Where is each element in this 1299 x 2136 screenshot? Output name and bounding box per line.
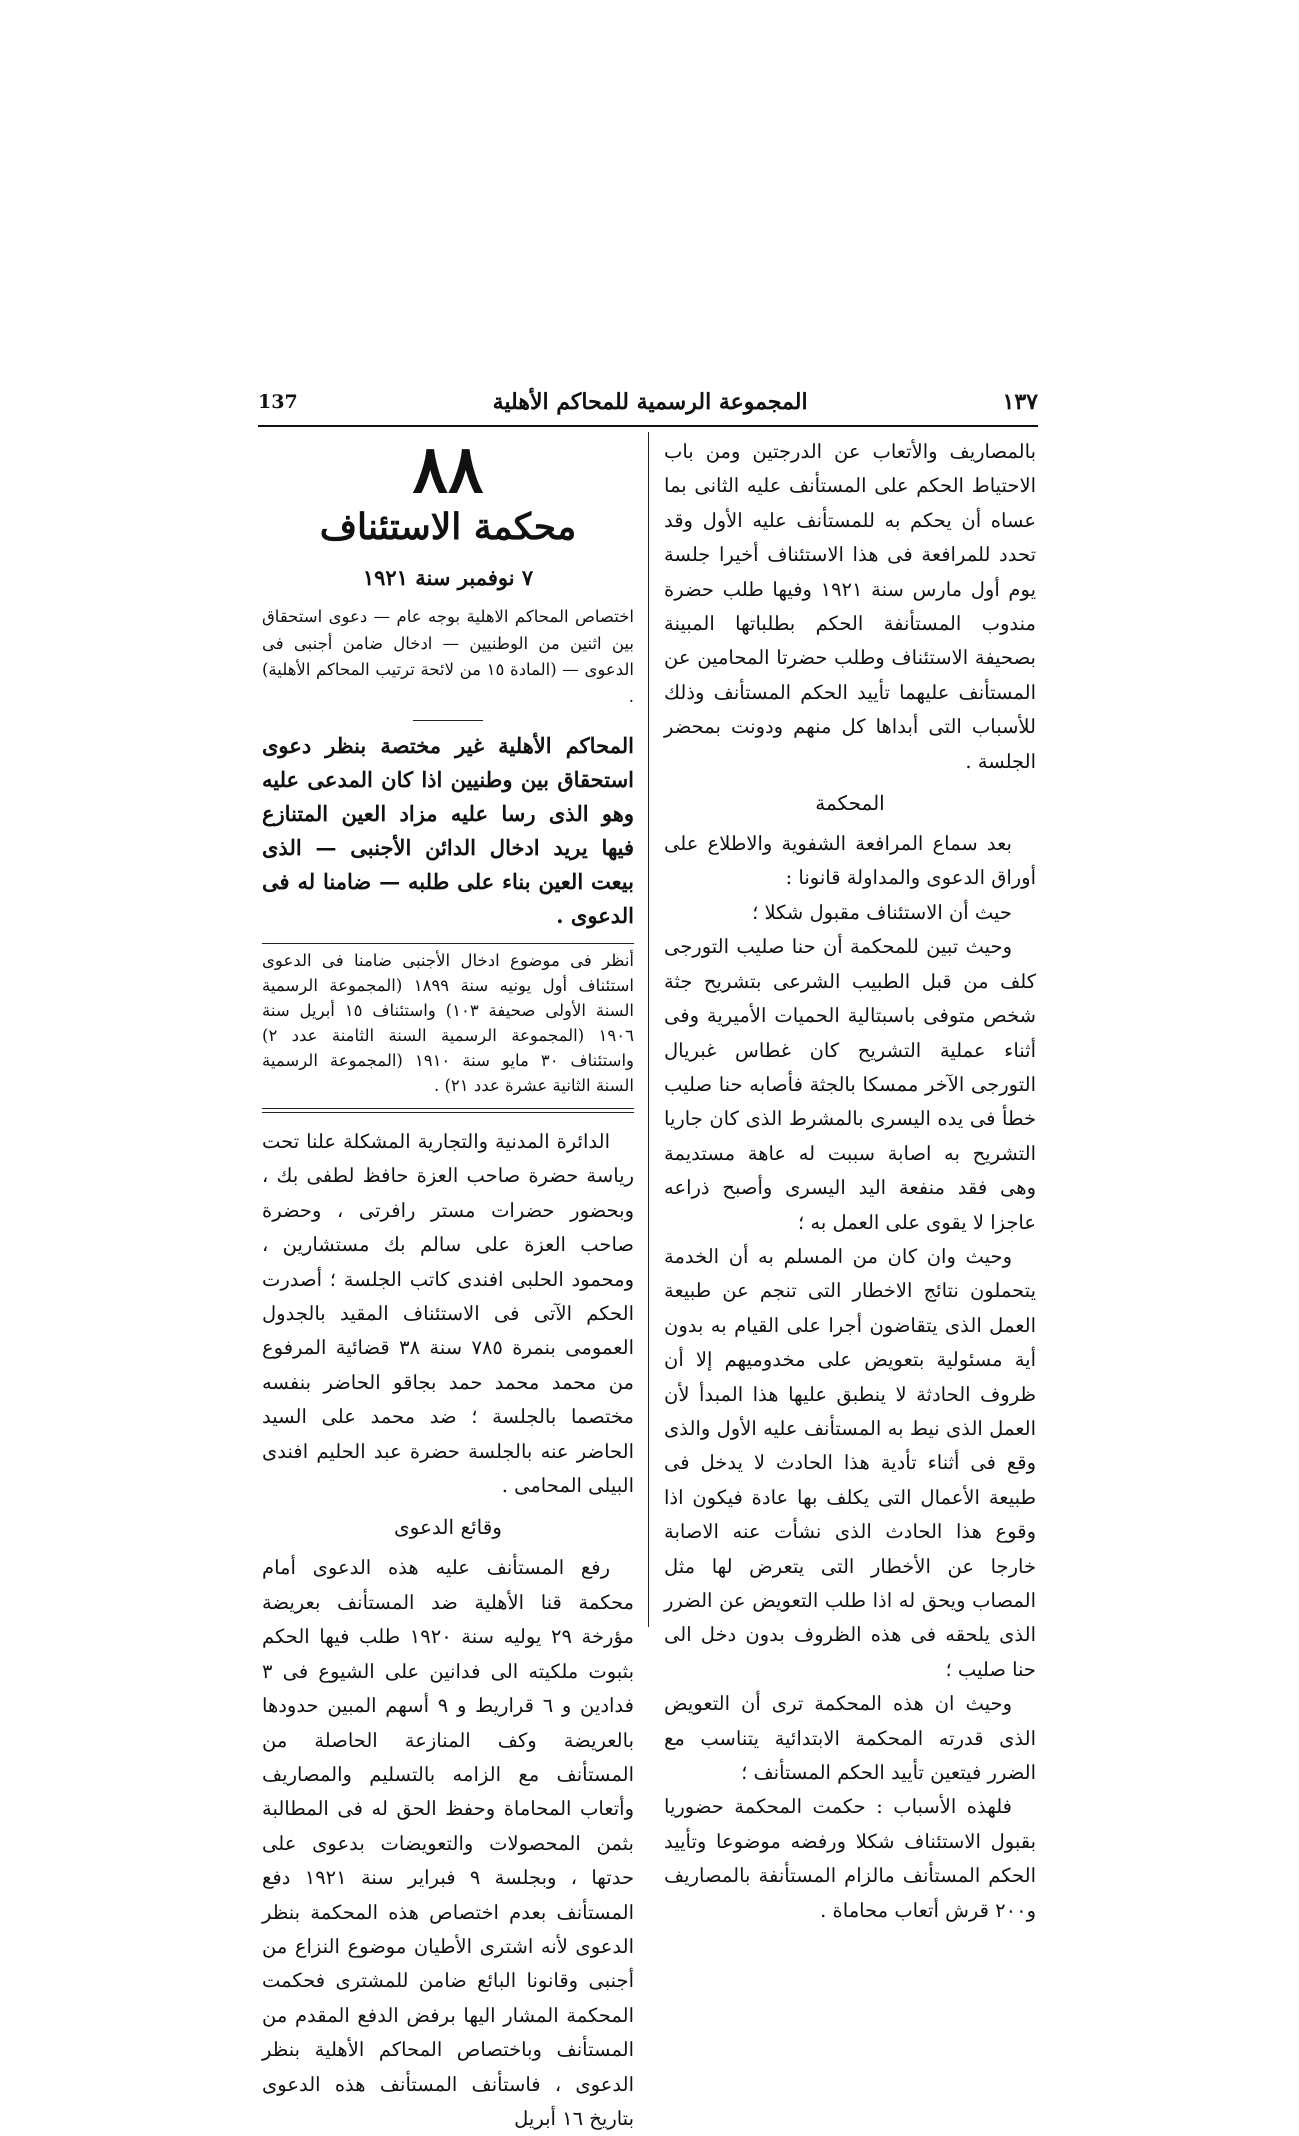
case-reference-note: أنظر فى موضوع ادخال الأجنبى ضامنا فى الدعوى استئناف أول يونيه سنة ١٨٩٩ (المجموعة الرسمية السنة الأولى صحيفة ١٠٣) واستئناف ١٥ أبريل سنة ١٩٠٦ (المجموعة الرسمية السنة الثامنة عدد ٢) واستئناف ٣٠ مايو سنة ١٩١٠ (المجموعة الرسمية السنة الثانية عشرة عدد ٢١) .	[262, 951, 635, 1095]
running-title: المجموعة الرسمية للمحاكم الأهلية	[492, 389, 808, 415]
ruling-paragraph: وحيث وان كان من المسلم به أن الخدمة يتحملون نتائج الاخطار التى تنجم عن طبيعة العمل الذى يتقاضون أجرا على القيام به بدون أية مسئولية بتعويض على مخدوميهم إلا أن ظروف الحادثة لا ينطبق عليها هذا المبدأ لأن العمل الذى نيط به المستأنف عليه الأول والذى وقع فى أثناء تأدية هذا الحادث لا يدخل فى طبيعة الأعمال التى يكلف بها عادة فيكون اذا وقوع هذا الحادث الذى نشأت عنه الاصابة خارجا عن الأخطار التى يتعرض لها مثل المصاب ويحق له اذا طلب التعويض عن الضرر الذى يلحقه فى هذه الظروف بدون دخل الى حنا صليب ؛	[664, 1244, 1036, 1681]
ruling-paragraph: حيث أن الاستئناف مقبول شكلا ؛	[752, 900, 1012, 924]
continuation-paragraph: بالمصاريف والأتعاب عن الدرجتين ومن باب الاحتياط الحكم على المستأنف عليه الثانى بما عساه أن يحكم به للمستأنف عليه الأول وقد تحدد للمرافعة فى هذا الاستئناف أخيرا جلسة يوم أول مارس سنة ١٩٢١ وفيها طلب حضرة مندوب المستأنفة الحكم بطلباتها المبينة بصحيفة الاستئناف وطلب حضرتا المحامين عن المستأنف عليهما تأييد الحكم المستأنف وذلك للأسباب التى أبداها كل منهم ودونت بمحضر الجلسة .	[664, 440, 1036, 773]
court-title: محكمة الاستئناف	[319, 506, 577, 548]
facts-heading: وقائع الدعوى	[394, 1515, 502, 1540]
verdict-paragraph: فلهذه الأسباب : حكمت المحكمة حضوريا بقبول الاستئناف شكلا ورفضه موضوعا وتأييد الحكم المستأنف مالزام المستأنفة بالمصاريف و٢٠٠ قرش أتعاب محاماة .	[664, 1795, 1036, 1922]
column-divider	[648, 432, 649, 1627]
double-rule	[262, 1108, 634, 1113]
ruling-paragraph: بعد سماع المرافعة الشفوية والاطلاع على أوراق الدعوى والمداولة قانونا :	[664, 832, 1036, 890]
header-rule	[258, 425, 1038, 427]
case-date: ٧ نوفمبر سنة ١٩٢١	[362, 565, 534, 590]
case-number: ٨٨	[412, 430, 484, 508]
left-column	[262, 430, 634, 2136]
facts-paragraph: رفع المستأنف عليه هذه الدعوى أمام محكمة قنا الأهلية ضد المستأنف بعريضة مؤرخة ٢٩ يوليه سنة ١٩٢٠ طلب فيها الحكم بثبوت ملكيته الى فدانين على الشيوع فى ٣ فدادين و ٦ قراريط و ٩ أسهم المبين حدودها بالعريضة وكف المنازعة الحاصلة من المستأنف مع الزامه بالتسليم والمصاريف وأتعاب المحاماة وحفظ الحق له فى المطالبة بثمن المحصولات والتعويضات بدعوى على حدتها ، وبجلسة ٩ فبراير سنة ١٩٢١ دفع المستأنف بعدم اختصاص هذه المحكمة بنظر الدعوى لأنه اشترى الأطيان موضوع النزاع من أجنبى وقانونا البائع ضامن للمشترى فحكمت المحكمة المشار اليها برفض الدفع المقدم من المستأنف وباختصاص المحاكم الأهلية بنظر الدعوى ، فاستأنف المستأنف هذه الدعوى بتاريخ ١٦ أبريل	[262, 1556, 634, 2130]
legal-principle: المحاكم الأهلية غير مختصة بنظر دعوى استحقاق بين وطنيين اذا كان المدعى عليه وهو الذى رسا عليه مزاد العين المتنازع فيها يريد ادخال الدائن الأجنبى — الذى بيعت العين بناء على طلبه — ضامنا له فى الدعوى .	[262, 733, 634, 928]
right-column	[664, 435, 1036, 1928]
court-panel-paragraph: الدائرة المدنية والتجارية المشكلة علنا تحت رياسة حضرة صاحب العزة حافظ لطفى بك ، وبحضور حضرات مستر رافرتى ، وحضرة صاحب العزة على سالم بك مستشارين ، ومحمود الحلبى افندى كاتب الجلسة ؛ أصدرت الحكم الآتى فى الاستئناف المقيد بالجدول العمومى بنمرة ٧٨٥ سنة ٣٨ قضائية المرفوع من محمد محمد حمد بجاقو الحاضر بنفسه مختصما بالجلسة ؛ ضد محمد على السيد الحاضر عنه بالجلسة حضرة عبد الحليم افندى البيلى المحامى .	[262, 1130, 634, 1498]
separator-rule	[413, 720, 483, 721]
page-number-latin: 137	[258, 391, 298, 413]
case-summary: اختصاص المحاكم الاهلية بوجه عام — دعوى استحقاق بين اثنين من الوطنيين — ادخال ضامن أجنبى فى الدعوى — (المادة ١٥ من لائحة ترتيب المحاكم الأهلية) .	[262, 607, 634, 706]
court-heading: المحكمة	[815, 791, 885, 816]
reference-rule	[262, 943, 634, 944]
page-number-arabic: ١٣٧	[1002, 389, 1038, 415]
ruling-paragraph: وحيث تبين للمحكمة أن حنا صليب التورجى كلف من قبل الطبيب الشرعى بتشريح جثة شخص متوفى باسبتالية الحميات الأميرية وفى أثناء عملية التشريح كان غطاس غبريال التورجى الآخر ممسكا بالجثة فأصابه حنا صليب خطأ فى يده اليسرى بالمشرط الذى كان جاريا التشريح به اصابة سببت له عاهة مستديمة وهى فقد منفعة اليد اليسرى وأصبح ذراعه عاجزا لا يقوى على العمل به ؛	[664, 935, 1036, 1234]
ruling-paragraph: وحيث ان هذه المحكمة ترى أن التعويض الذى قدرته المحكمة الابتدائية يتناسب مع الضرر فيتعين تأييد الحكم المستأنف ؛	[664, 1692, 1036, 1785]
page-header	[258, 382, 1038, 422]
